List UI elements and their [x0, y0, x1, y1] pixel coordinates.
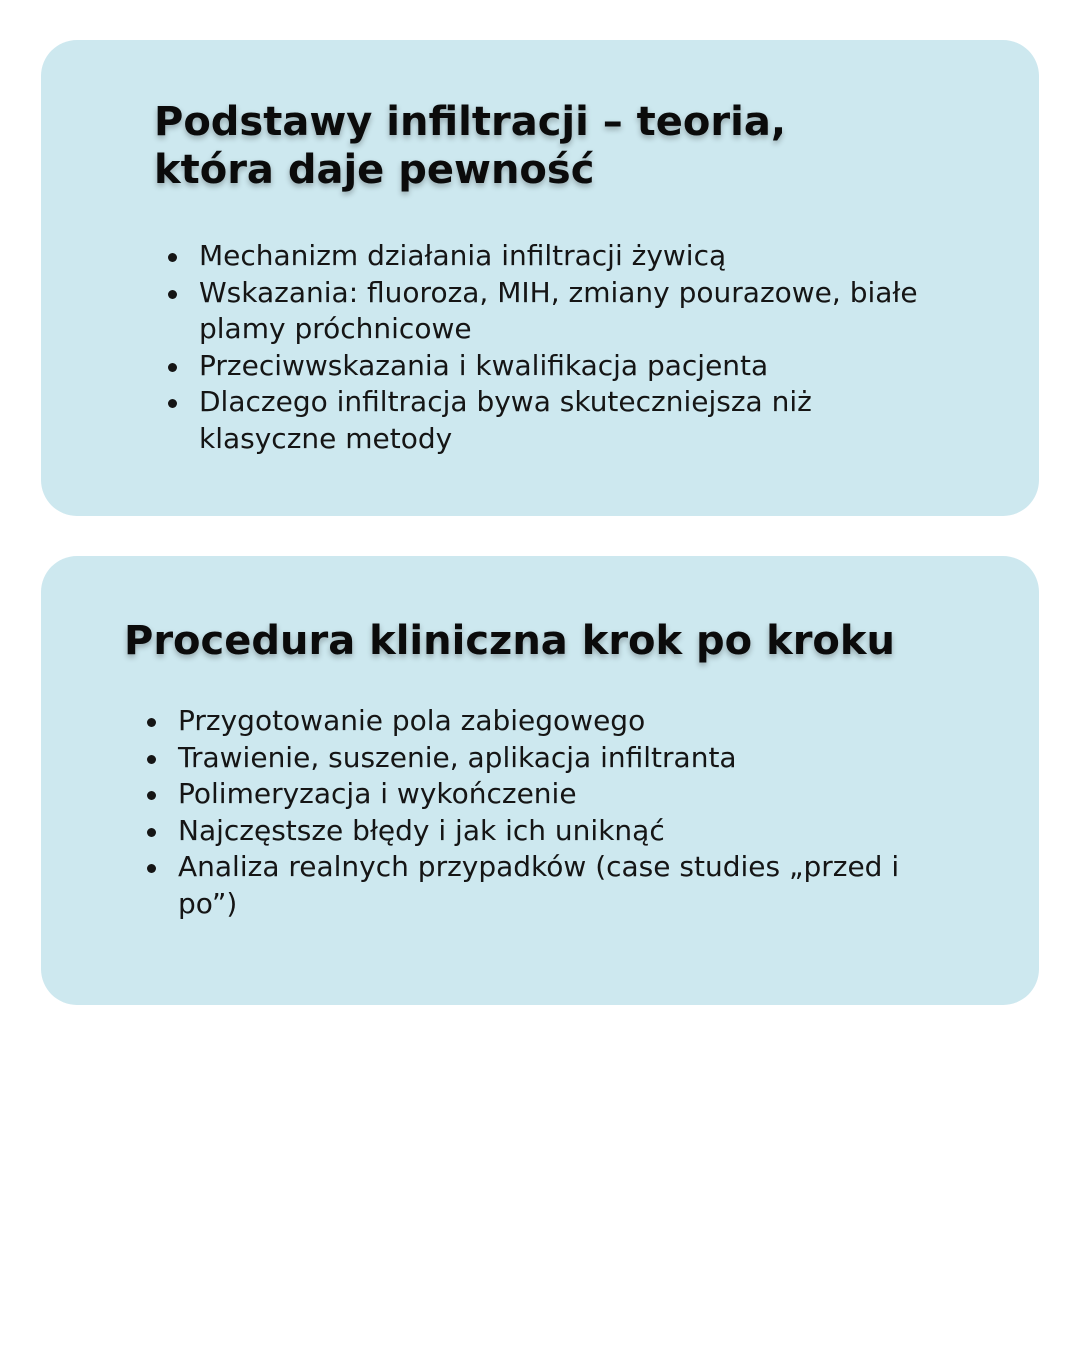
bullet-list [153, 238, 929, 457]
list-item: Polimeryzacja i wykończenie [178, 776, 908, 813]
section-card-clinical-procedure [41, 556, 1039, 1005]
list-item: Mechanizm działania infiltracji żywicą [199, 238, 929, 275]
section-title: Procedura kliniczna krok po kroku [124, 618, 895, 664]
list-item: Dlaczego infiltracja bywa skuteczniejsza niż klasyczne metody [199, 384, 929, 457]
list-item: Wskazania: fluoroza, MIH, zmiany pourazowe, białe plamy próchnicowe [199, 275, 929, 348]
section-card-infiltration-basics [41, 40, 1039, 516]
list-item: Najczęstsze błędy i jak ich uniknąć [178, 813, 908, 850]
list-item: Analiza realnych przypadków (case studies „przed i po”) [178, 849, 908, 922]
bullet-list [132, 703, 908, 922]
section-title: Podstawy infiltracji – teoria, która daje pewność [154, 99, 787, 193]
list-item: Przygotowanie pola zabiegowego [178, 703, 908, 740]
list-item: Przeciwwskazania i kwalifikacja pacjenta [199, 348, 929, 385]
list-item: Trawienie, suszenie, aplikacja infiltranta [178, 740, 908, 777]
